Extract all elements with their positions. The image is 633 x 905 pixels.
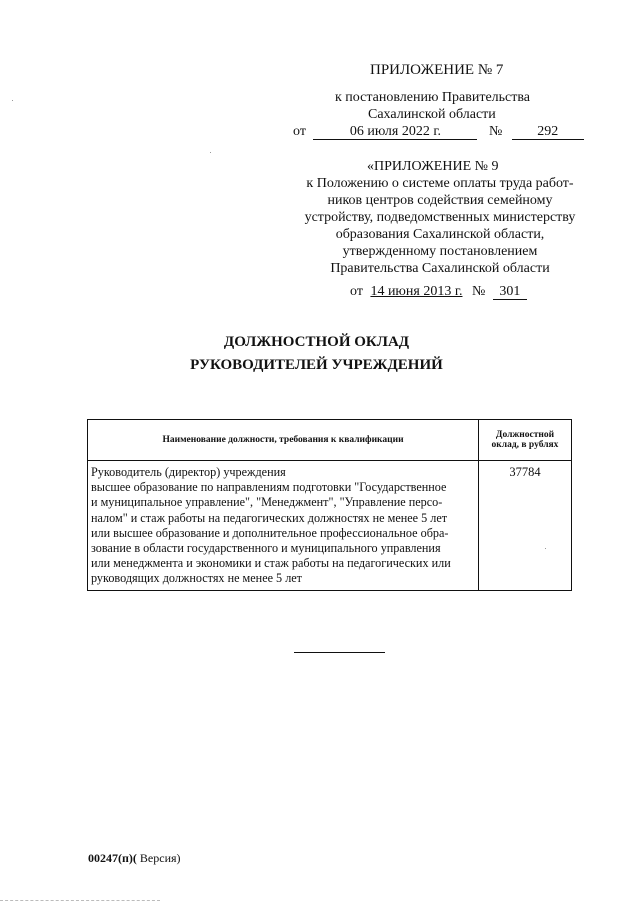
inner-appendix-number: 301 bbox=[493, 284, 527, 300]
appendix-date: 06 июля 2022 г. bbox=[313, 124, 477, 140]
end-divider bbox=[294, 652, 385, 653]
footer-code bbox=[88, 851, 181, 866]
table-row bbox=[88, 461, 572, 591]
requirements-line: налом" и стаж работы на педагогических должностях не менее 5 лет bbox=[91, 510, 448, 525]
document-heading-line-1: ДОЛЖНОСТНОЙ ОКЛАД bbox=[223, 334, 410, 350]
requirements-line: и муниципальное управление", "Менеджмент", "Управление персо- bbox=[91, 495, 443, 510]
inner-appendix-line: образования Сахалинской области, bbox=[335, 227, 545, 242]
footer-document-code: 00247(п)( bbox=[88, 851, 137, 865]
inner-appendix-from-label: от bbox=[350, 284, 363, 299]
inner-appendix-number-label: № bbox=[471, 284, 486, 299]
appendix-number-label: № bbox=[488, 124, 503, 139]
requirements-line: высшее образование по направлениям подготовки "Государственное bbox=[91, 480, 447, 495]
appendix-number: 292 bbox=[512, 124, 584, 140]
inner-appendix-signature-line bbox=[350, 283, 527, 300]
inner-appendix-text bbox=[280, 175, 600, 277]
scan-dot bbox=[545, 548, 546, 549]
requirements-line: руководящих должностях не менее 5 лет bbox=[91, 571, 303, 586]
appendix-title: ПРИЛОЖЕНИЕ № 7 bbox=[370, 62, 504, 78]
inner-appendix-line: к Положению о системе оплаты труда работ- bbox=[306, 176, 574, 191]
inner-appendix-title: «ПРИЛОЖЕНИЕ № 9 bbox=[367, 159, 499, 174]
salary-column-header bbox=[479, 420, 572, 461]
scan-dot bbox=[12, 100, 13, 101]
position-requirements-cell bbox=[88, 461, 479, 591]
requirements-line: Руководитель (директор) учреждения bbox=[91, 465, 286, 479]
document-heading-line-2: РУКОВОДИТЕЛЕЙ УЧРЕЖДЕНИЙ bbox=[190, 357, 443, 373]
appendix-from-label: от bbox=[293, 124, 306, 139]
table-header-row bbox=[88, 420, 572, 461]
appendix-signature-line bbox=[293, 123, 584, 140]
inner-appendix-date: 14 июня 2013 г. bbox=[370, 284, 463, 299]
inner-appendix-line: ников центров содействия семейному bbox=[327, 193, 553, 208]
position-column-header: Наименование должности, требования к квалификации bbox=[88, 420, 479, 461]
footer-version: Версия) bbox=[136, 851, 181, 865]
scan-dot bbox=[210, 152, 211, 153]
inner-appendix-line: утвержденному постановлением bbox=[342, 244, 538, 259]
appendix-line-1: к постановлению Правительства bbox=[335, 90, 531, 105]
salary-column-header-line-2: оклад, в рублях bbox=[491, 440, 559, 450]
salary-table bbox=[87, 419, 572, 591]
requirements-line: зование в области государственного и муниципального управления bbox=[91, 541, 441, 556]
salary-value-cell: 37784 bbox=[479, 461, 572, 591]
requirements-line: или высшее образование и дополнительное профессиональное обра- bbox=[91, 525, 449, 540]
requirements-line: или менеджмента и экономики и стаж работы на педагогических или bbox=[91, 556, 451, 571]
scan-edge bbox=[0, 900, 160, 901]
inner-appendix-line: Правительства Сахалинской области bbox=[330, 261, 550, 276]
appendix-line-2: Сахалинской области bbox=[368, 107, 496, 122]
inner-appendix-line: устройству, подведомственных министерству bbox=[304, 210, 576, 225]
salary-column-header-line-1: Должностной bbox=[495, 430, 555, 440]
